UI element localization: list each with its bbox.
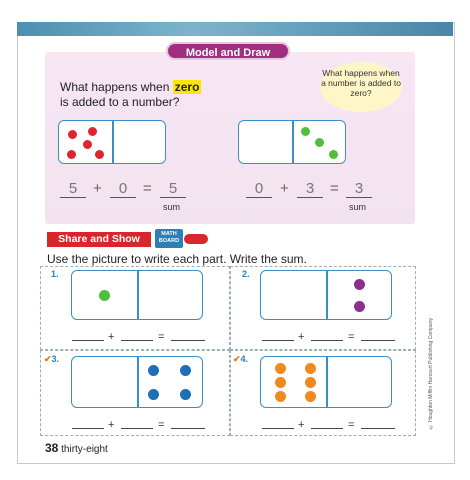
problem-domino-1: [71, 270, 203, 320]
sum-value: 5: [160, 180, 186, 198]
domino-divider: [326, 271, 328, 319]
question-suffix: is added to a number?: [60, 95, 180, 109]
problem-number-label: 3.: [51, 354, 60, 364]
orange-dot: [305, 377, 316, 388]
domino-divider: [292, 121, 294, 163]
problem-number: [233, 354, 248, 365]
plus-sign: +: [108, 331, 115, 343]
addend-1: 0: [246, 180, 272, 198]
red-dot: [95, 150, 104, 159]
model-and-draw-banner: Model and Draw: [166, 42, 290, 60]
zero-highlight: zero: [174, 80, 200, 94]
red-dot: [88, 127, 97, 136]
problem-number-label: 4.: [240, 354, 249, 364]
answer-blank[interactable]: [171, 340, 205, 341]
addend-1: 5: [60, 180, 86, 198]
domino-divider: [137, 271, 139, 319]
problem-number: 1.: [51, 269, 59, 279]
checkmark-icon: ✔: [233, 354, 241, 364]
sum-value: 3: [346, 180, 372, 198]
answer-blank[interactable]: [311, 428, 343, 429]
answer-blank[interactable]: [262, 428, 294, 429]
answer-blank[interactable]: [361, 340, 395, 341]
equals-sign: =: [348, 419, 355, 431]
plus-sign: +: [298, 419, 305, 431]
equals-sign: =: [158, 331, 165, 343]
domino-divider: [137, 357, 139, 407]
green-dot: [301, 127, 310, 136]
problem-number: 2.: [242, 269, 250, 279]
answer-blank[interactable]: [171, 428, 205, 429]
badge-line-2: BOARD: [158, 238, 180, 244]
problem-domino-2: [260, 270, 392, 320]
example-domino-2: [238, 120, 346, 164]
equals-sign: =: [158, 419, 165, 431]
plus-sign: +: [93, 180, 102, 197]
page-number: 38: [45, 441, 59, 455]
problem-domino-3: [71, 356, 203, 408]
question-prefix: What happens when: [60, 80, 170, 94]
purple-dot: [354, 301, 365, 312]
blue-dot: [180, 389, 191, 400]
red-dot: [67, 150, 76, 159]
orange-dot: [275, 391, 286, 402]
blue-dot: [148, 365, 159, 376]
green-dot: [315, 138, 324, 147]
domino-divider: [326, 357, 328, 407]
purple-dot: [354, 279, 365, 290]
plus-sign: +: [108, 419, 115, 431]
orange-dot: [305, 391, 316, 402]
plus-sign: +: [298, 331, 305, 343]
problem-domino-4: [260, 356, 392, 408]
answer-blank[interactable]: [311, 340, 343, 341]
addend-2: 0: [110, 180, 136, 198]
checkmark-icon: ✔: [44, 354, 52, 364]
page-footer: [45, 441, 108, 455]
equals-sign: =: [330, 180, 339, 197]
badge-line-1: MATH: [161, 231, 177, 237]
instruction-text: Use the picture to write each part. Write the sum.: [47, 252, 307, 266]
sum-label: sum: [163, 202, 181, 212]
orange-dot: [305, 363, 316, 374]
plus-sign: +: [280, 180, 289, 197]
publisher-credit: © Houghton Mifflin Harcourt Publishing Company: [428, 318, 434, 430]
pencil-icon: [184, 234, 208, 244]
equals-sign: =: [143, 180, 152, 197]
thought-bubble: What happens when a number is added to zero?: [320, 62, 402, 112]
math-board-badge: [155, 229, 183, 248]
top-decorative-band: [17, 22, 453, 36]
green-dot: [99, 290, 110, 301]
problem-number: [44, 354, 59, 365]
share-and-show-header: Share and Show: [47, 232, 151, 247]
sum-label: sum: [349, 202, 367, 212]
answer-blank[interactable]: [72, 428, 104, 429]
page-words: thirty-eight: [61, 444, 108, 455]
example-domino-1: [58, 120, 166, 164]
blue-dot: [180, 365, 191, 376]
equals-sign: =: [348, 331, 355, 343]
red-dot: [68, 130, 77, 139]
answer-blank[interactable]: [121, 428, 153, 429]
domino-divider: [112, 121, 114, 163]
addend-2: 3: [297, 180, 323, 198]
green-dot: [329, 150, 338, 159]
orange-dot: [275, 363, 286, 374]
zero-question: [60, 80, 230, 110]
orange-dot: [275, 377, 286, 388]
answer-blank[interactable]: [121, 340, 153, 341]
answer-blank[interactable]: [361, 428, 395, 429]
blue-dot: [148, 389, 159, 400]
answer-blank[interactable]: [72, 340, 104, 341]
answer-blank[interactable]: [262, 340, 294, 341]
red-dot: [83, 140, 92, 149]
